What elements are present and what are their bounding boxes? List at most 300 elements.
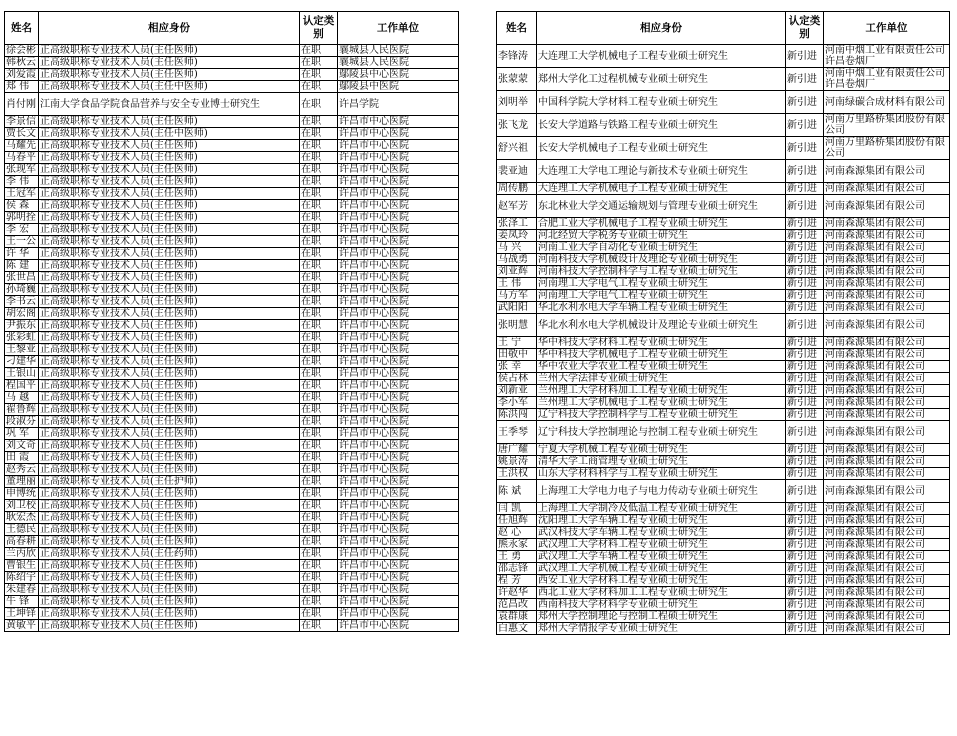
cell-identity: 河南工业大学自动化专业硕士研究生 — [537, 242, 786, 254]
cell-category: 在职 — [300, 164, 338, 176]
cell-category: 在职 — [300, 284, 338, 296]
cell-unit: 襄城县人民医院 — [338, 45, 459, 57]
cell-identity: 正高级职称专业技术人员(主任医师) — [39, 57, 300, 69]
cell-identity: 正高级职称专业技术人员(主任医师) — [39, 176, 300, 188]
cell-unit: 许昌市中心医院 — [338, 344, 459, 356]
cell-name: 李书云 — [5, 296, 39, 308]
cell-name: 姜凤玲 — [497, 230, 537, 242]
cell-name: 张泽工 — [497, 218, 537, 230]
cell-identity: 正高级职称专业技术人员(主任医师) — [39, 368, 300, 380]
cell-unit: 河南绿碳合成材料有限公司 — [824, 91, 950, 114]
cell-identity: 正高级职称专业技术人员(主任医师) — [39, 320, 300, 332]
cell-identity: 正高级职称专业技术人员(主任医师) — [39, 488, 300, 500]
cell-name: 马战勇 — [497, 254, 537, 266]
cell-unit: 许昌市中心医院 — [338, 548, 459, 560]
table-row — [497, 611, 950, 623]
cell-name: 马 越 — [5, 392, 39, 404]
cell-category: 新引进 — [786, 278, 824, 290]
cell-name: 张明慧 — [497, 314, 537, 337]
cell-identity: 大连理工大学机械电子工程专业硕士研究生 — [537, 45, 786, 68]
table-row — [497, 421, 950, 444]
table-row — [5, 320, 459, 332]
table-row — [5, 69, 459, 81]
table-row — [5, 572, 459, 584]
cell-unit: 河南森源集团有限公司 — [824, 278, 950, 290]
cell-category: 在职 — [300, 224, 338, 236]
table-row — [5, 596, 459, 608]
cell-identity: 武汉理工大学车辆工程专业硕士研究生 — [537, 551, 786, 563]
table-row — [497, 91, 950, 114]
cell-name: 任旭辉 — [497, 515, 537, 527]
table-row — [5, 296, 459, 308]
cell-name: 范昌改 — [497, 599, 537, 611]
table-row — [5, 152, 459, 164]
table-row — [497, 575, 950, 587]
cell-name: 徐会彬 — [5, 45, 39, 57]
cell-name: 闫 凯 — [497, 503, 537, 515]
table-row — [497, 218, 950, 230]
table-row — [5, 404, 459, 416]
cell-category: 在职 — [300, 200, 338, 212]
cell-unit: 鄢陵县中心医院 — [338, 69, 459, 81]
cell-identity: 郑州大学控制理论与控制工程硕士研究生 — [537, 611, 786, 623]
cell-unit: 许昌市中心医院 — [338, 272, 459, 284]
table-row — [5, 164, 459, 176]
cell-name: 王季琴 — [497, 421, 537, 444]
cell-unit: 许昌市中心医院 — [338, 476, 459, 488]
cell-identity: 辽宁科技大学控制理论与控制工程专业硕士研究生 — [537, 421, 786, 444]
cell-identity: 华中科技大学机械电子工程专业硕士研究生 — [537, 349, 786, 361]
cell-unit: 许昌市中心医院 — [338, 464, 459, 476]
cell-name: 许 华 — [5, 248, 39, 260]
cell-name: 马方军 — [497, 290, 537, 302]
cell-unit: 河南森源集团有限公司 — [824, 563, 950, 575]
header-name: 姓名 — [497, 12, 537, 45]
cell-category: 新引进 — [786, 114, 824, 137]
cell-unit: 河南森源集团有限公司 — [824, 242, 950, 254]
cell-unit: 许昌市中心医院 — [338, 512, 459, 524]
cell-category: 在职 — [300, 212, 338, 224]
cell-name: 肖付刚 — [5, 93, 39, 116]
cell-unit: 许昌市中心医院 — [338, 392, 459, 404]
cell-name: 刘文奇 — [5, 440, 39, 452]
cell-name: 张蒙蒙 — [497, 68, 537, 91]
cell-name: 许赵华 — [497, 587, 537, 599]
cell-unit: 河南中烟工业有限责任公司许昌卷烟厂 — [824, 45, 950, 68]
cell-unit: 许昌市中心医院 — [338, 416, 459, 428]
cell-name: 陈 建 — [5, 260, 39, 272]
cell-category: 在职 — [300, 608, 338, 620]
table-row — [497, 623, 950, 635]
cell-category: 在职 — [300, 404, 338, 416]
cell-unit: 河南森源集团有限公司 — [824, 623, 950, 635]
table-row — [5, 81, 459, 93]
cell-name: 唐广耀 — [497, 444, 537, 456]
cell-identity: 河南科技大学控制科学与工程专业硕士研究生 — [537, 266, 786, 278]
cell-identity: 正高级职称专业技术人员(主任医师) — [39, 500, 300, 512]
cell-unit: 河南森源集团有限公司 — [824, 421, 950, 444]
cell-identity: 正高级职称专业技术人员(主任医师) — [39, 560, 300, 572]
cell-identity: 中国科学院大学材料工程专业硕士研究生 — [537, 91, 786, 114]
cell-category: 新引进 — [786, 421, 824, 444]
cell-unit: 许昌市中心医院 — [338, 428, 459, 440]
table-row — [497, 599, 950, 611]
table-row — [5, 392, 459, 404]
cell-identity: 正高级职称专业技术人员(主任医师) — [39, 608, 300, 620]
cell-unit: 鄢陵县中医院 — [338, 81, 459, 93]
cell-identity: 正高级职称专业技术人员(主任中医师) — [39, 81, 300, 93]
cell-identity: 正高级职称专业技术人员(主任医师) — [39, 464, 300, 476]
cell-name: 刘新亚 — [497, 385, 537, 397]
table-row — [5, 308, 459, 320]
table-row — [5, 584, 459, 596]
table-row — [497, 68, 950, 91]
table-row — [5, 176, 459, 188]
cell-unit: 许昌市中心医院 — [338, 380, 459, 392]
cell-identity: 华中科技大学材料工程专业硕士研究生 — [537, 337, 786, 349]
cell-identity: 长安大学道路与铁路工程专业硕士研究生 — [537, 114, 786, 137]
cell-category: 新引进 — [786, 587, 824, 599]
table-row — [5, 368, 459, 380]
cell-name: 侯 森 — [5, 200, 39, 212]
cell-category: 在职 — [300, 344, 338, 356]
cell-identity: 正高级职称专业技术人员(主任医师) — [39, 452, 300, 464]
cell-identity: 华北水利水电大学车辆工程专业硕士研究生 — [537, 302, 786, 314]
cell-unit: 河南森源集团有限公司 — [824, 551, 950, 563]
cell-unit: 许昌市中心医院 — [338, 500, 459, 512]
cell-identity: 东北林业大学交通运输规划与管理专业硕士研究生 — [537, 195, 786, 218]
table-row — [497, 361, 950, 373]
cell-name: 李锋涛 — [497, 45, 537, 68]
cell-name: 刘亚辉 — [497, 266, 537, 278]
cell-category: 新引进 — [786, 254, 824, 266]
cell-unit: 许昌市中心医院 — [338, 560, 459, 572]
cell-name: 王德民 — [5, 524, 39, 536]
cell-unit: 河南森源集团有限公司 — [824, 254, 950, 266]
cell-unit: 河南森源集团有限公司 — [824, 361, 950, 373]
cell-identity: 沈阳理工大学车辆工程专业硕士研究生 — [537, 515, 786, 527]
cell-name: 孙琦巍 — [5, 284, 39, 296]
table-row — [497, 254, 950, 266]
cell-identity: 正高级职称专业技术人员(主任医师) — [39, 284, 300, 296]
cell-category: 在职 — [300, 428, 338, 440]
cell-identity: 正高级职称专业技术人员(主任医师) — [39, 236, 300, 248]
cell-unit: 河南森源集团有限公司 — [824, 195, 950, 218]
cell-identity: 正高级职称专业技术人员(主任医师) — [39, 428, 300, 440]
cell-identity: 华中农业大学农业工程专业硕士研究生 — [537, 361, 786, 373]
cell-name: 牛 锋 — [5, 596, 39, 608]
cell-category: 在职 — [300, 260, 338, 272]
cell-unit: 河南森源集团有限公司 — [824, 373, 950, 385]
cell-identity: 正高级职称专业技术人员(主任医师) — [39, 212, 300, 224]
cell-unit: 许昌市中心医院 — [338, 596, 459, 608]
cell-category: 在职 — [300, 476, 338, 488]
cell-name: 贾长文 — [5, 128, 39, 140]
cell-identity: 正高级职称专业技术人员(主任医师) — [39, 296, 300, 308]
cell-identity: 正高级职称专业技术人员(主任药师) — [39, 548, 300, 560]
left-table — [4, 11, 459, 632]
cell-category: 新引进 — [786, 575, 824, 587]
cell-name: 李 伟 — [5, 176, 39, 188]
cell-unit: 许昌市中心医院 — [338, 356, 459, 368]
cell-name: 李景信 — [5, 116, 39, 128]
cell-unit: 河南中烟工业有限责任公司许昌卷烟厂 — [824, 68, 950, 91]
cell-unit: 许昌市中心医院 — [338, 200, 459, 212]
cell-name: 张世昌 — [5, 272, 39, 284]
table-row — [5, 536, 459, 548]
cell-name: 韩秋云 — [5, 57, 39, 69]
cell-unit: 许昌市中心医院 — [338, 524, 459, 536]
cell-identity: 正高级职称专业技术人员(主任医师) — [39, 308, 300, 320]
cell-identity: 正高级职称专业技术人员(主任医师) — [39, 440, 300, 452]
cell-category: 新引进 — [786, 456, 824, 468]
table-row — [5, 212, 459, 224]
cell-unit: 许昌市中心医院 — [338, 284, 459, 296]
table-row — [497, 373, 950, 385]
cell-name: 王 宁 — [497, 337, 537, 349]
cell-identity: 正高级职称专业技术人员(主任医师) — [39, 536, 300, 548]
table-row — [5, 93, 459, 116]
cell-identity: 正高级职称专业技术人员(主任医师) — [39, 356, 300, 368]
cell-category: 新引进 — [786, 385, 824, 397]
cell-identity: 上海理工大学制冷及低温工程专业硕士研究生 — [537, 503, 786, 515]
table-row — [5, 512, 459, 524]
cell-name: 郑 伟 — [5, 81, 39, 93]
cell-identity: 河南理工大学电气工程专业硕士研究生 — [537, 278, 786, 290]
cell-identity: 正高级职称专业技术人员(主任医师) — [39, 272, 300, 284]
cell-identity: 正高级职称专业技术人员(主任医师) — [39, 584, 300, 596]
cell-category: 在职 — [300, 93, 338, 116]
cell-identity: 正高级职称专业技术人员(主任医师) — [39, 416, 300, 428]
cell-category: 在职 — [300, 308, 338, 320]
cell-name: 申博统 — [5, 488, 39, 500]
cell-unit: 许昌市中心医院 — [338, 440, 459, 452]
cell-unit: 河南森源集团有限公司 — [824, 397, 950, 409]
cell-unit: 河南森源集团有限公司 — [824, 527, 950, 539]
cell-unit: 河南森源集团有限公司 — [824, 539, 950, 551]
cell-category: 在职 — [300, 560, 338, 572]
cell-unit: 许昌市中心医院 — [338, 188, 459, 200]
cell-category: 新引进 — [786, 242, 824, 254]
cell-identity: 正高级职称专业技术人员(主任医师) — [39, 524, 300, 536]
table-row — [5, 260, 459, 272]
table-row — [5, 140, 459, 152]
cell-unit: 河南森源集团有限公司 — [824, 302, 950, 314]
cell-identity: 大连理工大学电工理论与新技术专业硕士研究生 — [537, 160, 786, 183]
table-row — [5, 560, 459, 572]
cell-name: 张飞龙 — [497, 114, 537, 137]
cell-unit: 河南森源集团有限公司 — [824, 611, 950, 623]
cell-unit: 许昌市中心医院 — [338, 320, 459, 332]
table-row — [5, 224, 459, 236]
cell-name: 白惠文 — [497, 623, 537, 635]
table-row — [5, 236, 459, 248]
cell-name: 侯占林 — [497, 373, 537, 385]
cell-identity: 华北水利水电大学机械设计及理论专业硕士研究生 — [537, 314, 786, 337]
cell-category: 新引进 — [786, 623, 824, 635]
cell-name: 赵 心 — [497, 527, 537, 539]
header-identity: 相应身份 — [39, 12, 300, 45]
table-row — [5, 116, 459, 128]
cell-identity: 大连理工大学机械电子工程专业硕士研究生 — [537, 183, 786, 195]
table-row — [497, 587, 950, 599]
cell-name: 熊永家 — [497, 539, 537, 551]
cell-unit: 河南森源集团有限公司 — [824, 290, 950, 302]
cell-category: 在职 — [300, 548, 338, 560]
cell-category: 新引进 — [786, 160, 824, 183]
cell-identity: 正高级职称专业技术人员(主任医师) — [39, 332, 300, 344]
table-row — [497, 515, 950, 527]
cell-unit: 许昌市中心医院 — [338, 164, 459, 176]
cell-identity: 正高级职称专业技术人员(主任医师) — [39, 248, 300, 260]
cell-unit: 河南森源集团有限公司 — [824, 575, 950, 587]
cell-identity: 郑州大学化工过程机械专业硕士研究生 — [537, 68, 786, 91]
cell-name: 王洪权 — [497, 468, 537, 480]
cell-identity: 西南科技大学材料学专业硕士研究生 — [537, 599, 786, 611]
cell-name: 刘明举 — [497, 91, 537, 114]
table-row — [5, 380, 459, 392]
cell-name: 武阳阳 — [497, 302, 537, 314]
cell-unit: 河南森源集团有限公司 — [824, 480, 950, 503]
cell-identity: 清华大学工商管理专业硕士研究生 — [537, 456, 786, 468]
table-row — [497, 230, 950, 242]
cell-category: 新引进 — [786, 137, 824, 160]
cell-identity: 正高级职称专业技术人员(主任医师) — [39, 404, 300, 416]
cell-identity: 河北经贸大学税务专业硕士研究生 — [537, 230, 786, 242]
table-row — [497, 468, 950, 480]
cell-category: 在职 — [300, 248, 338, 260]
table-row — [497, 480, 950, 503]
cell-unit: 许昌市中心医院 — [338, 368, 459, 380]
table-row — [497, 183, 950, 195]
table-row — [497, 539, 950, 551]
cell-category: 在职 — [300, 440, 338, 452]
cell-unit: 河南森源集团有限公司 — [824, 230, 950, 242]
cell-name: 周传鹏 — [497, 183, 537, 195]
cell-identity: 宁夏大学机械工程专业硕士研究生 — [537, 444, 786, 456]
cell-category: 在职 — [300, 368, 338, 380]
cell-category: 新引进 — [786, 68, 824, 91]
cell-category: 新引进 — [786, 468, 824, 480]
cell-unit: 许昌市中心医院 — [338, 152, 459, 164]
cell-unit: 河南森源集团有限公司 — [824, 218, 950, 230]
cell-category: 新引进 — [786, 563, 824, 575]
table-row — [497, 385, 950, 397]
cell-name: 张彩虹 — [5, 332, 39, 344]
cell-name: 赵军芳 — [497, 195, 537, 218]
cell-category: 在职 — [300, 392, 338, 404]
cell-unit: 河南森源集团有限公司 — [824, 266, 950, 278]
cell-name: 段淑芬 — [5, 416, 39, 428]
cell-identity: 河南科技大学机械设计及理论专业硕士研究生 — [537, 254, 786, 266]
cell-unit: 许昌市中心医院 — [338, 404, 459, 416]
cell-name: 裴亚迪 — [497, 160, 537, 183]
cell-name: 田 霞 — [5, 452, 39, 464]
cell-name: 马春平 — [5, 152, 39, 164]
cell-category: 新引进 — [786, 314, 824, 337]
cell-unit: 河南森源集团有限公司 — [824, 409, 950, 421]
table-row — [5, 476, 459, 488]
cell-identity: 正高级职称专业技术人员(主任医师) — [39, 596, 300, 608]
cell-name: 王 勇 — [497, 551, 537, 563]
cell-unit: 许昌市中心医院 — [338, 332, 459, 344]
cell-category: 新引进 — [786, 611, 824, 623]
cell-category: 在职 — [300, 452, 338, 464]
cell-identity: 正高级职称专业技术人员(主任医师) — [39, 344, 300, 356]
cell-unit: 许昌市中心医院 — [338, 608, 459, 620]
cell-identity: 兰州大学法律专业硕士研究生 — [537, 373, 786, 385]
table-row — [497, 195, 950, 218]
header-identity: 相应身份 — [537, 12, 786, 45]
cell-name: 翟鲁辉 — [5, 404, 39, 416]
cell-category: 在职 — [300, 620, 338, 632]
cell-category: 在职 — [300, 596, 338, 608]
cell-name: 程 芳 — [497, 575, 537, 587]
cell-identity: 河南理工大学电气工程专业硕士研究生 — [537, 290, 786, 302]
cell-category: 在职 — [300, 152, 338, 164]
cell-category: 新引进 — [786, 91, 824, 114]
cell-name: 王 伟 — [497, 278, 537, 290]
table-row — [5, 440, 459, 452]
header-row — [497, 12, 950, 45]
cell-category: 新引进 — [786, 480, 824, 503]
cell-name: 程国平 — [5, 380, 39, 392]
header-unit: 工作单位 — [338, 12, 459, 45]
table-row — [5, 284, 459, 296]
cell-name: 尹振东 — [5, 320, 39, 332]
table-row — [497, 456, 950, 468]
cell-name: 赵秀云 — [5, 464, 39, 476]
right-table — [496, 11, 950, 635]
table-row — [497, 527, 950, 539]
cell-name: 张 幸 — [497, 361, 537, 373]
cell-unit: 许昌市中心医院 — [338, 536, 459, 548]
header-name: 姓名 — [5, 12, 39, 45]
cell-identity: 西安工业大学材料工程专业硕士研究生 — [537, 575, 786, 587]
cell-category: 在职 — [300, 572, 338, 584]
table-row — [5, 57, 459, 69]
cell-category: 新引进 — [786, 349, 824, 361]
table-row — [5, 272, 459, 284]
table-row — [5, 428, 459, 440]
cell-category: 在职 — [300, 176, 338, 188]
cell-unit: 河南万里路桥集团股份有限公司 — [824, 137, 950, 160]
cell-name: 陈洪闯 — [497, 409, 537, 421]
cell-unit: 许昌市中心医院 — [338, 176, 459, 188]
header-row — [5, 12, 459, 45]
cell-category: 新引进 — [786, 551, 824, 563]
cell-name: 胡宏阁 — [5, 308, 39, 320]
cell-unit: 许昌市中心医院 — [338, 140, 459, 152]
cell-unit: 许昌市中心医院 — [338, 572, 459, 584]
cell-unit: 许昌学院 — [338, 93, 459, 116]
cell-identity: 正高级职称专业技术人员(主任医师) — [39, 392, 300, 404]
cell-name: 王坤铎 — [5, 608, 39, 620]
header-category: 认定类别 — [300, 12, 338, 45]
table-row — [497, 349, 950, 361]
table-row — [5, 344, 459, 356]
cell-category: 新引进 — [786, 183, 824, 195]
table-row — [5, 524, 459, 536]
cell-category: 新引进 — [786, 409, 824, 421]
cell-unit: 许昌市中心医院 — [338, 248, 459, 260]
cell-unit: 许昌市中心医院 — [338, 224, 459, 236]
table-row — [497, 242, 950, 254]
cell-identity: 正高级职称专业技术人员(主任中医师) — [39, 128, 300, 140]
cell-unit: 许昌市中心医院 — [338, 620, 459, 632]
cell-category: 在职 — [300, 81, 338, 93]
cell-name: 王一公 — [5, 236, 39, 248]
